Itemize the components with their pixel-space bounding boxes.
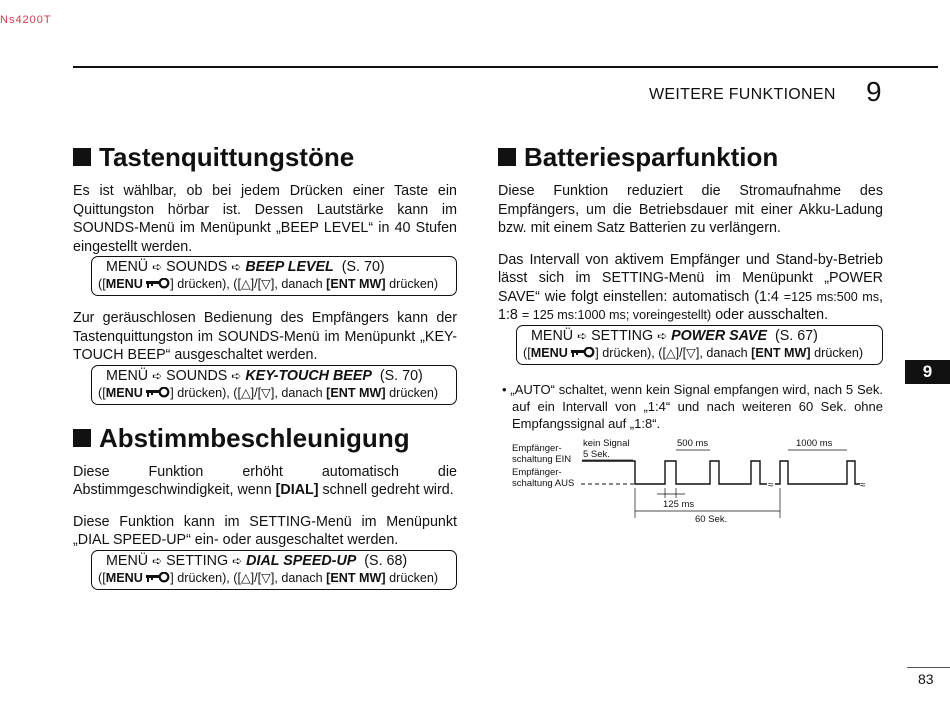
heading-dial-speedup: Abstimmbeschleunigung (73, 423, 457, 453)
page-number: 83 (918, 671, 934, 687)
menu-path-beep-level: MENÜ ➪ SOUNDS ➪ BEEP LEVEL (S. 70) ([MENU ] drücken), ([△]/[▽], danach [ENT MW] drücken) (91, 256, 457, 296)
label-125ms: 125 ms (663, 499, 695, 510)
top-rule (73, 66, 938, 68)
footer-rule (907, 667, 950, 668)
label-500ms: 500 ms (677, 438, 709, 449)
left-column (73, 142, 457, 590)
square-bullet-icon (498, 148, 516, 166)
label-no-signal: kein Signal (583, 438, 630, 449)
section-header-title: WEITERE FUNKTIONEN (649, 86, 836, 103)
square-bullet-icon (73, 429, 91, 447)
break-mark: ≈ (768, 480, 774, 491)
arrow-right-icon: ➪ (231, 368, 242, 383)
chapter-tab: 9 (905, 360, 950, 384)
key-icon (146, 572, 170, 583)
label-receiver-off-1: Empfänger- (512, 467, 562, 478)
chapter-number: 9 (866, 76, 882, 107)
battery-save-paragraph-1: Diese Funktion reduziert die Stromaufnahme des Empfängers, um die Betriebsdauer mit einer Akku-Ladung bzw. mit einem Satz Batterien zu verlängern. (498, 183, 883, 236)
menu-path-key-touch-beep: MENÜ ➪ SOUNDS ➪ KEY-TOUCH BEEP (S. 70) ([MENU ] drücken), ([△]/[▽], danach [ENT MW] drücken) (91, 365, 457, 405)
dial-speedup-paragraph-2: Diese Funktion kann im SETTING-Menü im Menüpunkt „DIAL SPEED-UP“ ein- oder ausgeschaltet werden. (73, 513, 457, 548)
arrow-right-icon: ➪ (577, 328, 588, 343)
arrow-right-icon: ➪ (657, 328, 668, 343)
key-icon (571, 347, 595, 358)
right-column (498, 142, 883, 432)
dial-speedup-paragraph-1: Diese Funktion erhöht automatisch die Abstimmgeschwindigkeit, wenn [DIAL] schnell gedreht wird. (73, 463, 457, 498)
menu-path-power-save: MENÜ ➪ SETTING ➪ POWER SAVE (S. 67) ([MENU ] drücken), ([△]/[▽], danach [ENT MW] drücken) (516, 325, 883, 365)
corner-mark: Ns4200T (0, 14, 52, 26)
heading-key-beep: Tastenquittungstöne (73, 142, 457, 172)
arrow-right-icon: ➪ (152, 553, 163, 568)
label-receiver-off-2: schaltung AUS (512, 478, 575, 489)
square-bullet-icon (73, 148, 91, 166)
label-60-sec: 60 Sek. (695, 514, 728, 525)
waveform (582, 461, 767, 484)
arrow-right-icon: ➪ (152, 260, 163, 274)
heading-battery-save: Batteriesparfunktion (498, 142, 883, 172)
key-beep-paragraph-2: Zur geräuschlosen Bedienung des Empfängers kann der Tastenquittungston im SOUNDS-Menü im Menüpunkt „KEY-TOUCH BEEP“ ausgeschaltet werden. (73, 310, 457, 363)
key-icon (146, 387, 170, 398)
key-beep-paragraph-1: Es ist wählbar, ob bei jedem Drücken einer Taste ein Quittungston hörbar ist. Dessen Lautstärke kann im SOUNDS-Menü im Menüpunkt „BEEP LEVEL“ in 40 Stufen eingestellt werden. (73, 183, 457, 255)
label-receiver-on-2: schaltung EIN (512, 454, 572, 465)
arrow-right-icon: ➪ (152, 368, 163, 383)
label-5-sec: 5 Sek. (583, 449, 610, 460)
label-receiver-on-1: Empfänger- (512, 443, 562, 454)
waveform-continued (775, 461, 860, 484)
battery-save-paragraph-2: Das Intervall von aktivem Empfänger und Stand-by-Betrieb lässt sich im SETTING-Menü im Menüpunkt „POWER SAVE“ wie folgt einstellen: automatisch (1:4 =125 ms:500 ms, 1:8 = 125 ms:1000 ms; voreingestellt) oder ausschalten. (498, 251, 883, 323)
menu-path-dial-speedup: MENÜ ➪ SETTING ➪ DIAL SPEED-UP (S. 68) ([MENU ] drücken), ([△]/[▽], danach [ENT MW] drücken) (91, 550, 457, 590)
break-mark-end: ≈ (860, 480, 866, 491)
power-save-timing-diagram (505, 432, 885, 528)
label-1000ms: 1000 ms (796, 438, 833, 449)
key-icon (146, 278, 170, 289)
arrow-right-icon: ➪ (231, 260, 242, 274)
auto-mode-note: • „AUTO“ schaltet, wenn kein Signal empfangen wird, nach 5 Sek. auf ein Intervall von „1:4“ und nach weiteren 60 Sek. ohne Empfangssignal auf „1:8“. (502, 381, 883, 431)
arrow-right-icon: ➪ (232, 553, 243, 568)
